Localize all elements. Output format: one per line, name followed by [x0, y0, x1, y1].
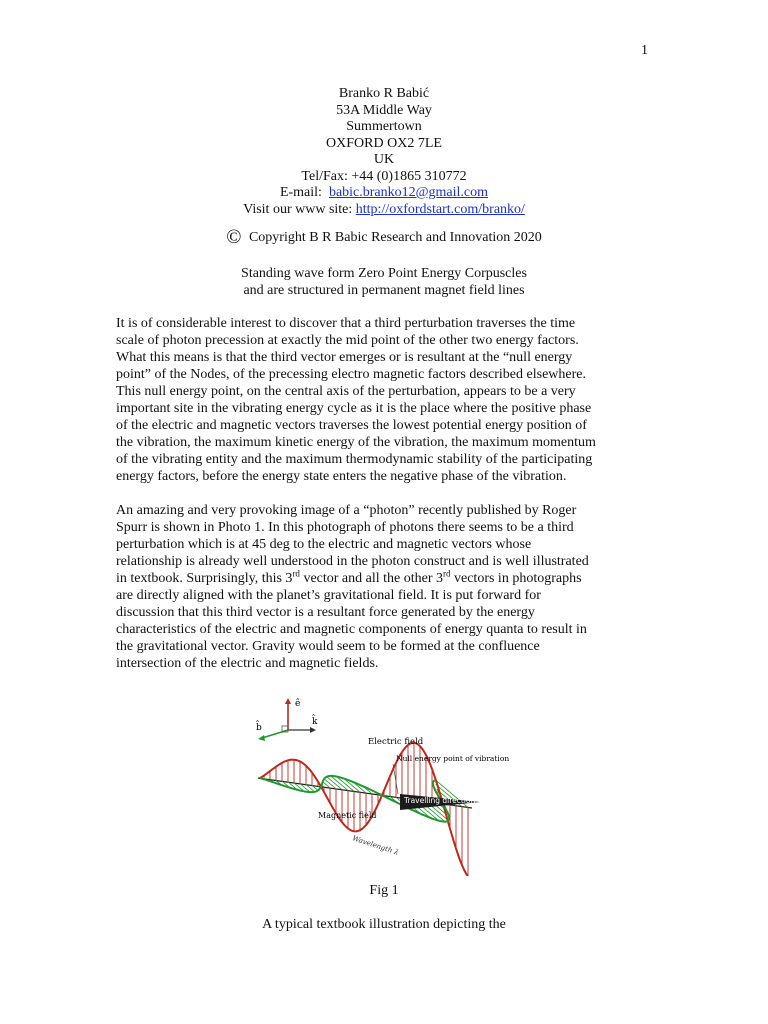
paragraph-line: perturbation which is at 45 deg to the electric and magnetic vectors whose [116, 537, 532, 552]
document-title [0, 265, 768, 299]
email-link[interactable]: babic.branko12@gmail.com [328, 185, 489, 200]
copyright-symbol: © [226, 226, 242, 248]
paragraph-line [116, 570, 661, 587]
em-wave-illustration [240, 690, 530, 876]
website-label: Visit our www site: [243, 201, 353, 217]
paragraph-line: point” of the Nodes, of the precessing electro magnetic factors described elsewhere. [116, 367, 586, 382]
area-line: Summertown [346, 119, 422, 134]
title-line-1: Standing wave form Zero Point Energy Corpuscles [241, 266, 527, 281]
paragraph-line: intersection of the electric and magnetic fields. [116, 656, 379, 671]
paragraph-1 [116, 315, 661, 485]
magnetic-field-label: Magnetic field [318, 811, 377, 820]
paragraph-line: of the vibrating entity and the maximum thermodynamic stability of the participating [116, 452, 593, 467]
axis-e-label: ê [295, 699, 301, 709]
paragraph-line: What this means is that the third vector emerges or is resultant at the “null energy [116, 350, 573, 365]
email-label: E-mail: [279, 185, 322, 200]
paragraph-line: discussion that this third vector is a resultant force generated by the energy [116, 605, 535, 620]
paragraph-line: the vibration, the maximum kinetic energy of the vibration, the maximum momentum [116, 435, 596, 450]
paragraph-line: relationship is already well understood in the photon construct and is well illustrated [116, 554, 589, 569]
country-line: UK [373, 152, 395, 167]
paragraph-line: characteristics of the electric and magnetic components of energy quanta to result in [116, 622, 587, 637]
website-line [0, 202, 768, 219]
text-run: in textbook. Surprisingly, this 3 [116, 571, 293, 586]
axis-b-label: b̂ [256, 723, 262, 733]
email-line [0, 185, 768, 202]
paragraph-line: energy factors, before the energy state enters the negative phase of the vibration. [116, 469, 567, 484]
paragraph-line: scale of photon precession at exactly the mid point of the other two energy factors. [116, 333, 579, 348]
copyright-text: Copyright B R Babic Research and Innovation 2020 [248, 230, 542, 245]
website-link[interactable]: http://oxfordstart.com/branko/ [355, 201, 525, 217]
paragraph-line: Spurr is shown in Photo 1. In this photograph of photons there seems to be a third [116, 520, 574, 535]
superscript: rd [443, 568, 451, 579]
title-line-2: and are structured in permanent magnet field lines [243, 283, 525, 298]
axis-k-label: k̂ [312, 717, 318, 727]
paragraph-line: It is of considerable interest to discover that a third perturbation traverses the time [116, 316, 576, 331]
superscript: rd [292, 568, 300, 579]
travelling-direction-label: Travelling direction [404, 796, 476, 805]
paragraph-line: the gravitational vector. Gravity would seem to be formed at the confluence [116, 639, 540, 654]
axes-triad [256, 698, 318, 741]
em-wave-figure [240, 690, 530, 876]
paragraph-line: of the electric and magnetic vectors traverses the lowest potential energy position of [116, 418, 587, 433]
telfax-line: Tel/Fax: +44 (0)1865 310772 [301, 168, 467, 184]
null-point-label: Null energy point of vibration [396, 754, 510, 763]
copyright-line [0, 226, 768, 249]
page-number: 1 [641, 43, 648, 58]
paragraph-line: are directly aligned with the planet’s gravitational field. It is put forward for [116, 588, 541, 603]
text-run: vectors in photographs [450, 571, 582, 586]
wavelength-label: Wavelength λ [351, 834, 400, 857]
paragraph-line: important site in the vibrating energy cycle as it is the place where the positive phase [116, 401, 592, 416]
figure-label: Fig 1 [369, 883, 399, 898]
figure-caption: A typical textbook illustration depicting the [262, 917, 506, 932]
city-line: OXFORD OX2 7LE [326, 135, 442, 151]
street-line: 53A Middle Way [336, 102, 432, 118]
electric-field-label: Electric field [368, 737, 424, 747]
text-run: vector and all the other 3 [299, 571, 443, 586]
paragraph-line: An amazing and very provoking image of a “photon” recently published by Roger [116, 503, 577, 518]
paragraph-2 [116, 502, 661, 672]
null-point-leader [393, 764, 398, 794]
paragraph-line: This null energy point, on the central axis of the perturbation, appears to be a very [116, 384, 576, 399]
author-name: Branko R Babić [338, 86, 430, 101]
address-block [0, 86, 768, 218]
